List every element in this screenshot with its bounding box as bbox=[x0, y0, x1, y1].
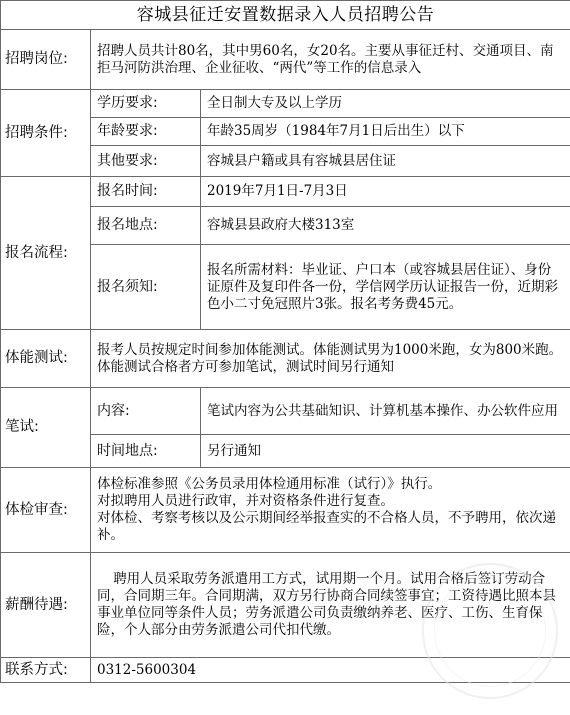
education-value: 全日制大专及以上学历 bbox=[201, 90, 570, 118]
written-time-label: 时间地点: bbox=[91, 435, 201, 468]
other-requirements-value: 容城县户籍或具有容城县居住证 bbox=[201, 146, 570, 177]
registration-place-label: 报名地点: bbox=[91, 207, 201, 245]
written-exam-label: 笔试: bbox=[1, 388, 91, 468]
other-requirements-label: 其他要求: bbox=[91, 146, 201, 177]
contact-label: 联系方式: bbox=[1, 658, 91, 683]
registration-time-value: 2019年7月1日-7月3日 bbox=[201, 177, 570, 207]
medical-review-label: 体检审查: bbox=[1, 468, 91, 553]
age-label: 年龄要求: bbox=[91, 118, 201, 146]
medical-line-1: 体检标准参照《公务员录用体检通用标准（试行）》执行。 bbox=[97, 476, 442, 492]
salary-text bbox=[91, 553, 570, 658]
salary-paragraph: 聘用人员采取劳务派遣用工方式，试用期一个月。试用合格后签订劳动合同，合同期三年。合同期满，双方另行协商合同续签事宜；工资待遇比照本县事业单位同等条件人员；劳务派遣公司负责缴纳养老、医疗、工伤、生育保险，个人部分由劳务派遣公司代扣代缴。 bbox=[97, 571, 556, 638]
medical-line-2: 对拟聘用人员进行政审，并对资格条件进行复查。 bbox=[97, 493, 394, 509]
registration-notes-value: 报名所需材料：毕业证、户口本（或容城县居住证）、身份证原件及复印件各一份，学信网学历认证报告一份，近期彩色小二寸免冠照片3张。报名考务费45元。 bbox=[201, 245, 570, 330]
positions-text: 招聘人员共计80名，其中男60名，女20名。主要从事征迁村、交通项目、南拒马河防洪治理、企业征收、“两代”等工作的信息录入 bbox=[91, 30, 570, 90]
written-time-value: 另行通知 bbox=[201, 435, 570, 468]
written-content-label: 内容: bbox=[91, 388, 201, 435]
registration-notes-label: 报名须知: bbox=[91, 245, 201, 330]
age-value: 年龄35周岁（1984年7月1日后出生）以下 bbox=[201, 118, 570, 146]
positions-label: 招聘岗位: bbox=[1, 30, 91, 90]
contact-phone: 0312-5600304 bbox=[91, 658, 570, 683]
written-content-value: 笔试内容为公共基础知识、计算机基本操作、办公软件应用 bbox=[201, 388, 570, 435]
education-label: 学历要求: bbox=[91, 90, 201, 118]
notice-title: 容城县征迁安置数据录入人员招聘公告 bbox=[1, 1, 570, 30]
fitness-test-text: 报考人员按规定时间参加体能测试。体能测试男为1000米跑，女为800米跑。体能测试合格者方可参加笔试，测试时间另行通知 bbox=[91, 330, 570, 388]
registration-place-value: 容城县县政府大楼313室 bbox=[201, 207, 570, 245]
medical-line-3: 对体检、考察考核以及公示期间经举报查实的不合格人员，不予聘用，依次递补。 bbox=[97, 510, 556, 543]
salary-label: 薪酬待遇: bbox=[1, 553, 91, 658]
registration-label: 报名流程: bbox=[1, 177, 91, 330]
registration-time-label: 报名时间: bbox=[91, 177, 201, 207]
fitness-test-label: 体能测试: bbox=[1, 330, 91, 388]
conditions-label: 招聘条件: bbox=[1, 90, 91, 177]
medical-review-text bbox=[91, 468, 570, 553]
